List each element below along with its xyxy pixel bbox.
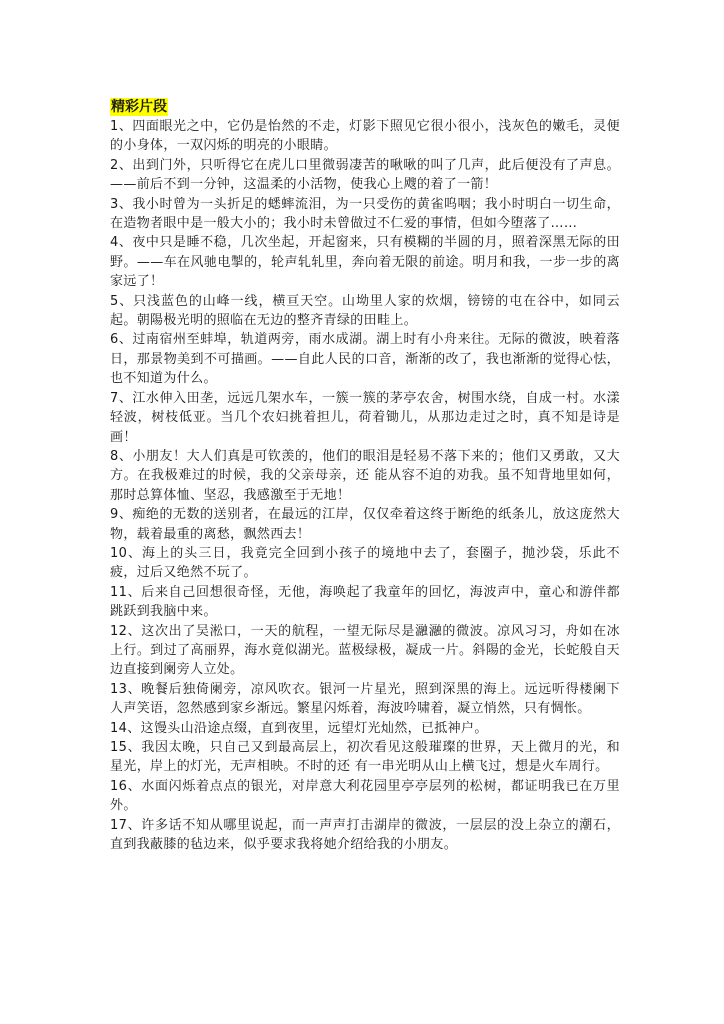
paragraph: 2、出到门外，只听得它在虎儿口里微弱凄苦的啾啾的叫了几声，此后便没有了声息。——前后不到一分钟，这温柔的小活物，使我心上飕的着了一箭！ (110, 157, 620, 193)
paragraph: 9、痴绝的无数的送别者，在最远的江岸，仅仅牵着这终于断绝的纸条儿，放这庞然大物，载着最重的离愁，飘然西去！ (110, 507, 620, 542)
paragraph: 12、这次出了吴淞口，一天的航程，一望无际尽是瀜瀜的微波。凉风习习，舟如在冰上行。到过了高丽界，海水竟似湖光。蓝极绿极，凝成一片。斜陽的金光，长蛇般自天边直接到阑旁人立处。 (110, 623, 620, 678)
paragraph-list (110, 117, 620, 854)
paragraph: 10、海上的头三日，我竟完全回到小孩子的境地中去了，套圈子，抛沙袋，乐此不疲，过后又绝然不玩了。 (110, 545, 620, 581)
section-title: 精彩片段 (111, 99, 167, 115)
document-page (110, 96, 620, 854)
paragraph: 8、小朋友！大人们真是可钦羡的，他们的眼泪是轻易不落下来的；他们又勇敢，又大方。在我极难过的时候，我的父亲母亲，还 能从容不迫的劝我。虽不知背地里如何，那时总算体恤、坚忍，我感激至于无地！ (110, 448, 620, 503)
paragraph: 5、只浅蓝色的山峰一线，横亘天空。山坳里人家的炊烟，镑镑的屯在谷中，如同云起。朝陽极光明的照临在无边的整齐青绿的田畦上。 (110, 293, 620, 329)
paragraph: 3、我小时曾为一头折足的蟋蟀流泪，为一只受伤的黄雀呜咽；我小时明白一切生命，在造物者眼中是一般大小的；我小时未曾做过不仁爱的事情，但如今堕落了…… (110, 196, 620, 232)
paragraph: 16、水面闪烁着点点的银光，对岸意大利花园里亭亭层列的松树，都证明我已在万里外。 (110, 778, 620, 814)
paragraph: 7、江水伸入田垄，远远几架水车，一簇一簇的茅亭农舍，树围水绕，自成一村。水漾轻波，树枝低亚。当几个农妇挑着担儿，荷着锄儿，从那边走过之时，真不知是诗是画！ (110, 390, 620, 445)
paragraph: 14、这馒头山沿途点缀，直到夜里，远望灯光灿然，已抵神户。 (110, 720, 488, 736)
paragraph: 15、我因太晚，只自己又到最高层上，初次看见这般璀璨的世界，天上微月的光，和星光，岸上的灯光，无声相映。不时的还 有一串光明从山上横飞过，想是火车周行。 (110, 740, 620, 775)
paragraph: 4、夜中只是睡不稳，几次坐起，开起窗来，只有模糊的半圆的月，照着深黑无际的田野。——车在风驰电掣的，轮声轧轧里，奔向着无限的前途。明月和我，一步一步的离家远了！ (110, 235, 620, 290)
paragraph: 13、晚餐后独倚阑旁，凉风吹衣。银河一片星光，照到深黑的海上。远远听得楼阑下人声笑语，忽然感到家乡渐远。繁星闪烁着，海波吟啸着，凝立悄然，只有惆怅。 (110, 681, 620, 717)
paragraph: 17、许多话不知从哪里说起，而一声声打击湖岸的微波，一层层的没上杂立的潮石，直到我蔽膝的毡边来，似乎要求我将她介绍给我的小朋友。 (110, 817, 620, 853)
paragraph: 6、过南宿州至蚌埠，轨道两旁，雨水成湖。湖上时有小舟来往。无际的微波，映着落日，那景物美到不可描画。——自此人民的口音，渐渐的改了，我也渐渐的觉得心怯，也不知道为什么。 (110, 332, 620, 387)
paragraph: 11、后来自己回想很奇怪，无他，海唤起了我童年的回忆，海波声中，童心和游伴都跳跃到我脑中来。 (110, 584, 620, 620)
paragraph: 1、四面眼光之中，它仍是怡然的不走，灯影下照见它很小很小，浅灰色的嫩毛，灵便的小身体，一双闪烁的明亮的小眼睛。 (110, 119, 620, 154)
